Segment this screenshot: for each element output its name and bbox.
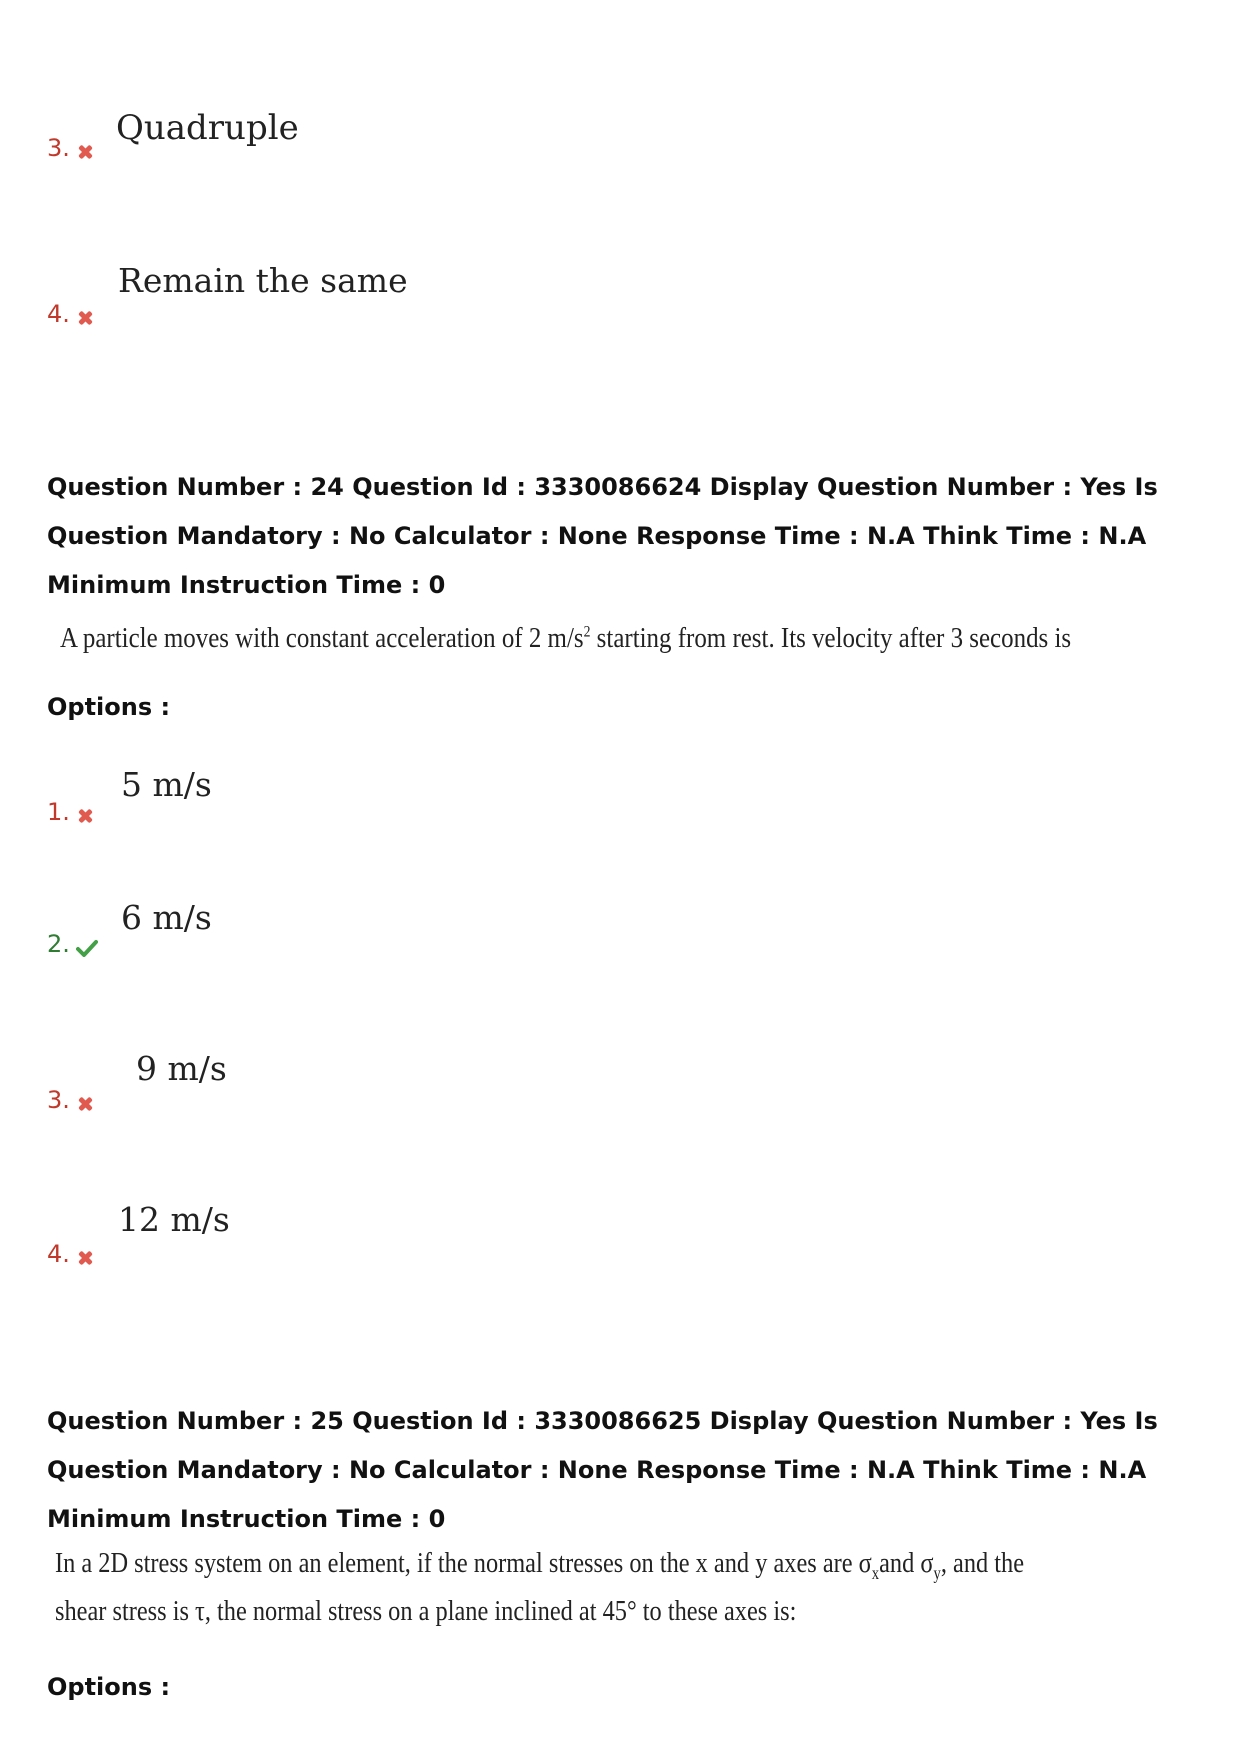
question-text-part: , and the — [940, 1547, 1025, 1579]
option-3 — [47, 1086, 92, 1114]
option-number: 3. — [47, 1086, 70, 1114]
question-text-part: In a 2D stress system on an element, if the normal stresses on the x and y axes are σ — [55, 1547, 872, 1579]
question-text-part: and σ — [879, 1547, 934, 1579]
question-text — [60, 622, 1071, 655]
option-text: Quadruple — [116, 108, 299, 148]
option-number: 4. — [47, 1240, 70, 1268]
subscript: y — [933, 1562, 941, 1583]
option-number: 4. — [47, 300, 70, 328]
option-text: Remain the same — [118, 261, 408, 300]
prev-option-4 — [47, 300, 92, 328]
option-1 — [47, 798, 92, 826]
cross-icon — [78, 1097, 92, 1111]
question-text-line-2: shear stress is τ, the normal stress on a plane inclined at 45° to these axes is: — [55, 1595, 797, 1627]
cross-icon — [78, 1251, 92, 1265]
question-meta: Question Number : 25 Question Id : 3330086625 Display Question Number : Yes Is Question Mandatory : No Calculator : None Response Time : N.A Think Time : N.A Minimum Instruction Time : 0 — [47, 1407, 1158, 1533]
prev-option-3 — [47, 134, 92, 162]
option-text: 5 m/s — [121, 765, 212, 804]
cross-icon — [78, 145, 92, 159]
option-number: 3. — [47, 134, 70, 162]
options-label: Options : — [47, 1673, 171, 1701]
options-label: Options : — [47, 693, 171, 721]
option-text: 6 m/s — [121, 898, 212, 937]
cross-icon — [78, 311, 92, 325]
option-2 — [47, 930, 98, 958]
question-text-part: starting from rest. Its velocity after 3 seconds is — [590, 622, 1072, 654]
checkmark-icon — [76, 939, 98, 957]
option-number: 1. — [47, 798, 70, 826]
question-text-line-1 — [55, 1547, 1024, 1584]
option-number: 2. — [47, 930, 70, 958]
question-meta: Question Number : 24 Question Id : 3330086624 Display Question Number : Yes Is Question Mandatory : No Calculator : None Response Time : N.A Think Time : N.A Minimum Instruction Time : 0 — [47, 473, 1158, 599]
option-text: 12 m/s — [118, 1200, 230, 1239]
superscript: 2 — [583, 623, 591, 641]
option-text: 9 m/s — [136, 1049, 227, 1088]
subscript: x — [871, 1562, 880, 1583]
option-4 — [47, 1240, 92, 1268]
question-text-part: A particle moves with constant acceleration of 2 m/s — [60, 622, 584, 654]
cross-icon — [78, 809, 92, 823]
